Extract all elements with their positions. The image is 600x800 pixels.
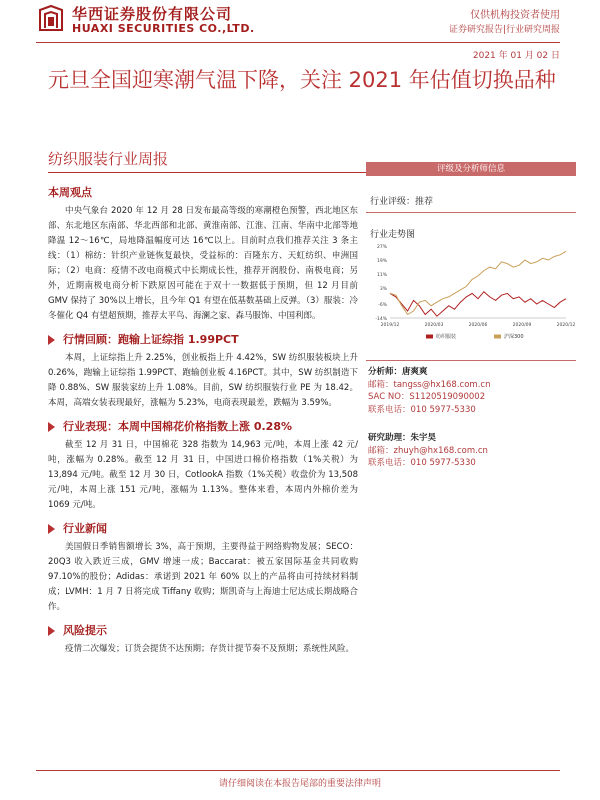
industry-rating: 行业评级：推荐 [370, 197, 434, 207]
trend-chart-label: 行业走势图 [370, 230, 416, 240]
legend-swatch [494, 335, 501, 339]
section-heading: 风险提示 [63, 624, 107, 637]
section-heading: 行业表现：本周中国棉花价格指数上涨 0.28% [63, 420, 292, 433]
email-label: 邮箱： [368, 379, 394, 390]
section-heading: 本周观点 [48, 186, 92, 199]
y-tick-label: -14% [375, 317, 387, 322]
footer-divider [36, 770, 560, 771]
page-header [0, 0, 600, 44]
assistant-role: 研究助理： [368, 433, 411, 443]
report-title: 元旦全国迎寒潮气温下降，关注 2021 年估值切换品种 [48, 68, 556, 92]
phone-label: 联系电话： [368, 458, 411, 468]
sac-label: SAC NO： [368, 392, 410, 402]
report-subtitle: 纺织服装行业周报 [48, 150, 169, 168]
analyst-email[interactable]: tangss@hx168.com.cn [393, 379, 491, 390]
analyst-name: 唐爽爽 [402, 367, 428, 377]
y-tick-label: 27% [376, 245, 387, 250]
section-text: 本周，上证综指上升 2.25%，创业板指上升 4.42%，SW 纺织服装板块上升 0.26%，跑输上证综指 1.99PCT、跑输创业板 4.16PCT。其中，SW 纺织制造下降 0.88%、SW 服装家纺上升 1.08%。目前，SW 纺织服装行业 PE 为 18.42。本周，高端女装表现最好，涨幅为 5.23%，电商表现最差，跌幅为 3.59%。 [48, 353, 358, 408]
assistant-block [368, 432, 578, 470]
legend-label: 纺织服装 [436, 334, 457, 340]
section-risk [48, 623, 358, 657]
company-name-cn: 华西证券股份有限公司 [72, 5, 233, 23]
section-industry-news [48, 521, 358, 615]
section-text: 疫情二次爆发；订货会提货不达预期；存货计提节奏不及预期；系统性风险。 [65, 644, 355, 654]
phone-label: 联系电话： [368, 404, 411, 415]
section-heading: 行业新闻 [63, 522, 107, 535]
assistant-email[interactable]: zhuyh@hx168.com.cn [393, 445, 488, 456]
section-heading: 行情回顾：跑输上证综指 1.99PCT [63, 333, 239, 346]
y-tick-label: 11% [376, 273, 387, 279]
series-line-0 [390, 292, 566, 317]
assistant-phone: 010 5977-5330 [410, 458, 476, 468]
triangle-bullet-icon [48, 626, 55, 636]
report-date: 2021 年 01 月 02 日 [472, 51, 560, 61]
analyst-phone: 010 5977-5330 [410, 404, 476, 415]
email-label: 邮箱： [368, 445, 394, 456]
x-tick-label: 2020/06 [468, 323, 488, 328]
series-line-1 [390, 251, 566, 314]
chart-divider [366, 360, 576, 361]
section-market-review [48, 332, 358, 411]
analyst-block [368, 366, 578, 416]
analyst-role: 分析师： [368, 367, 403, 377]
x-tick-label: 2020/03 [424, 323, 444, 328]
analyst-info [368, 366, 578, 470]
company-name-en: HUAXI SECURITIES CO.,LTD. [72, 22, 255, 35]
legend-label: 沪深300 [504, 334, 524, 340]
rating-sidebar [366, 162, 576, 240]
trend-chart [366, 240, 576, 355]
legend-swatch [426, 335, 433, 339]
assistant-name: 朱宇昊 [410, 433, 437, 443]
section-view [48, 185, 358, 324]
sidebar-box-title: 评级及分析师信息 [366, 162, 576, 176]
x-tick-label: 2020/12 [556, 323, 576, 328]
huaxi-logo-icon [36, 4, 66, 34]
report-type-tag: 证券研究报告|行业研究周报 [448, 25, 560, 35]
y-tick-label: -6% [378, 302, 387, 308]
section-industry-performance [48, 419, 358, 513]
section-text: 截至 12 月 31 日，中国棉花 328 指数为 14,963 元/吨，本周上涨 42 元/吨，涨幅为 0.28%。截至 12 月 31 日，中国进口棉价格指数（1%关税）为 13,894 元/吨。截至 12 月 30 日，CotlookA 指数（1%关税）收盘价为 13,508 元/吨，本周上涨 151 元/吨，涨幅为 1.13%。整体来看，本周内外棉价差为 1069 元/吨。 [48, 440, 358, 510]
sidebar-divider [366, 212, 576, 213]
header-divider [36, 42, 560, 43]
x-tick-label: 2020/09 [512, 323, 532, 328]
analyst-sac: S1120519090002 [409, 392, 486, 402]
legal-notice: 请仔细阅读在本报告尾部的重要法律声明 [218, 779, 381, 789]
audience-tag: 仅供机构投资者使用 [470, 10, 560, 21]
y-tick-label: 19% [376, 259, 387, 265]
y-tick-label: 3% [379, 287, 387, 293]
triangle-bullet-icon [48, 524, 55, 534]
section-text: 美国假日季销售额增长 3%，高于预期，主要得益于网络购物发展；SECO：20Q3 收入跌近三成，GMV 增速一成；Baccarat：被五家国际基金共同收购 97.10%的股份；Adidas：承诺到 2021 年 60% 以上的产品将由可持续材料制成；LVMH：1 月 7 日将完成 Tiffany 收购；斯凯奇与上海迪士尼达成长期战略合作。 [48, 542, 358, 612]
main-content [48, 185, 358, 665]
section-text: 中央气象台 2020 年 12 月 28 日发布最高等级的寒潮橙色预警，西北地区东部、东北地区东南部、华北西部和北部、黄淮南部、江淮、江南、华南中北部等地降温 12～16℃，局地降温幅度可达 16℃以上。目前时点我们推荐关注 3 条主线：（1）棉纺：针织产业链恢复最快，受益标的：百隆东方、天虹纺织、申洲国际；（2）电商：疫情不改电商模式中长期成长性，推荐开润股份、南极电商；另外，近期南极电商分析下跌原因可能在于双十一数据低于预期，但 12 月目前 GMV 保持了 30%以上增长，且今年 Q1 有望在低基数基础上反弹。（3）服装：冷冬催化 Q4 有望超预期，推荐太平鸟、海澜之家、森马服饰、中国利郎。 [48, 206, 358, 321]
subtitle-divider [48, 172, 408, 173]
triangle-bullet-icon [48, 335, 55, 345]
triangle-bullet-icon [48, 422, 55, 432]
x-tick-label: 2019/12 [380, 323, 400, 328]
